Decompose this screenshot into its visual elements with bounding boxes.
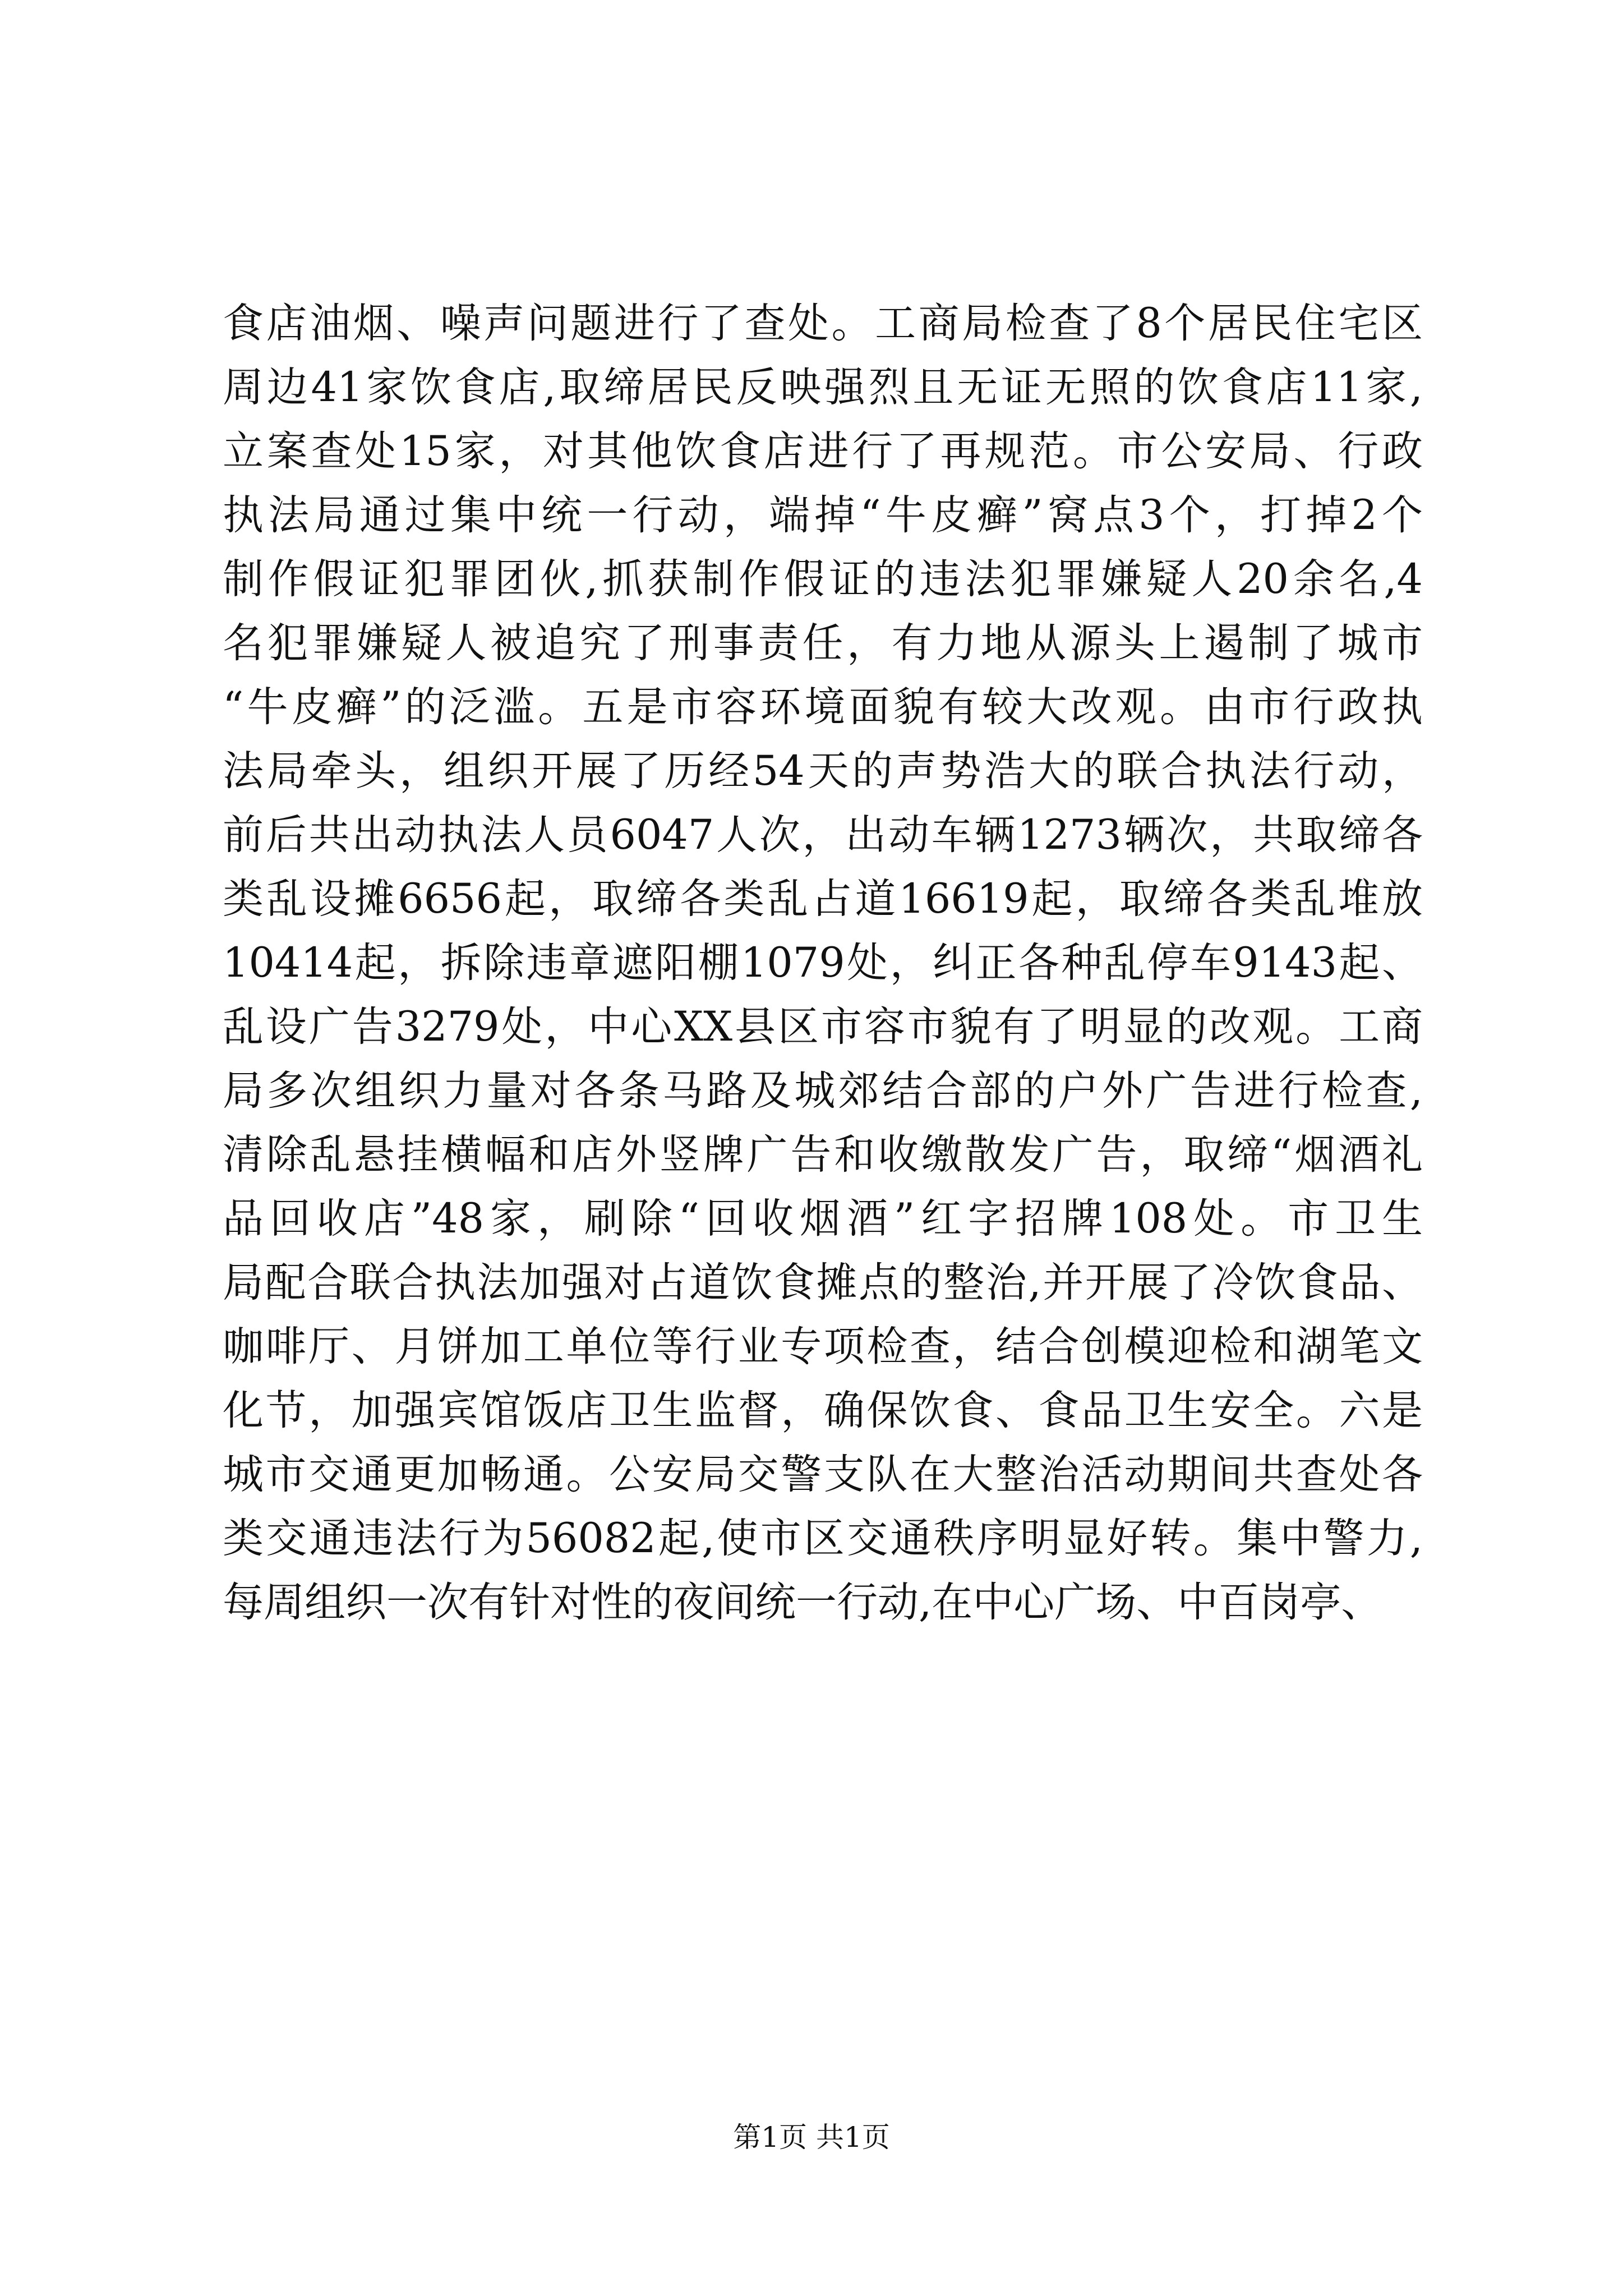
text-line: 咖啡厅、月饼加工单位等行业专项检查，结合创模迎检和湖笔文 [223,1323,1423,1370]
text-line: 前后共出动执法人员6047人次，出动车辆1273辆次，共取缔各 [223,811,1423,859]
text-line: 化节，加强宾馆饭店卫生监督，确保饮食、食品卫生安全。六是 [223,1387,1423,1434]
text-line: 名犯罪嫌疑人被追究了刑事责任，有力地从源头上遏制了城市 [223,619,1423,667]
text-line: 制作假证犯罪团伙,抓获制作假证的违法犯罪嫌疑人20余名,4 [223,555,1423,603]
text-line: 立案查处15家，对其他饮食店进行了再规范。市公安局、行政 [223,427,1423,475]
text-line: 品回收店”48家，刷除“回收烟酒”红字招牌108处。市卫生 [223,1195,1423,1243]
text-line: 执法局通过集中统一行动，端掉“牛皮癣”窝点3个，打掉2个 [223,491,1423,539]
page-footer: 第1页 共1页 [733,2121,890,2154]
text-line: 食店油烟、噪声问题进行了查处。工商局检查了8个居民住宅区 [223,300,1423,347]
body-paragraph [223,292,1423,1635]
text-line: 城市交通更加畅通。公安局交警支队在大整治活动期间共查处各 [223,1451,1423,1498]
text-line: 周边41家饮食店,取缔居民反映强烈且无证无照的饮食店11家, [223,364,1423,411]
text-line: 乱设广告3279处，中心XX县区市容市貌有了明显的改观。工商 [223,1003,1423,1051]
text-line: 局多次组织力量对各条马路及城郊结合部的户外广告进行检查, [223,1067,1423,1115]
text-line: 法局牵头，组织开展了历经54天的声势浩大的联合执法行动， [223,747,1423,795]
text-line: 10414起，拆除违章遮阳棚1079处，纠正各种乱停车9143起、 [223,939,1423,987]
text-line: 局配合联合执法加强对占道饮食摊点的整治,并开展了冷饮食品、 [223,1259,1423,1306]
text-line: 每周组织一次有针对性的夜间统一行动,在中心广场、中百岗亭、 [223,1579,1382,1626]
text-line: “牛皮癣”的泛滥。五是市容环境面貌有较大改观。由市行政执 [223,683,1423,731]
text-line: 类乱设摊6656起，取缔各类乱占道16619起，取缔各类乱堆放 [223,875,1423,923]
text-line: 类交通违法行为56082起,使市区交通秩序明显好转。集中警力, [223,1515,1423,1562]
text-line: 清除乱悬挂横幅和店外竖牌广告和收缴散发广告，取缔“烟酒礼 [223,1131,1423,1179]
